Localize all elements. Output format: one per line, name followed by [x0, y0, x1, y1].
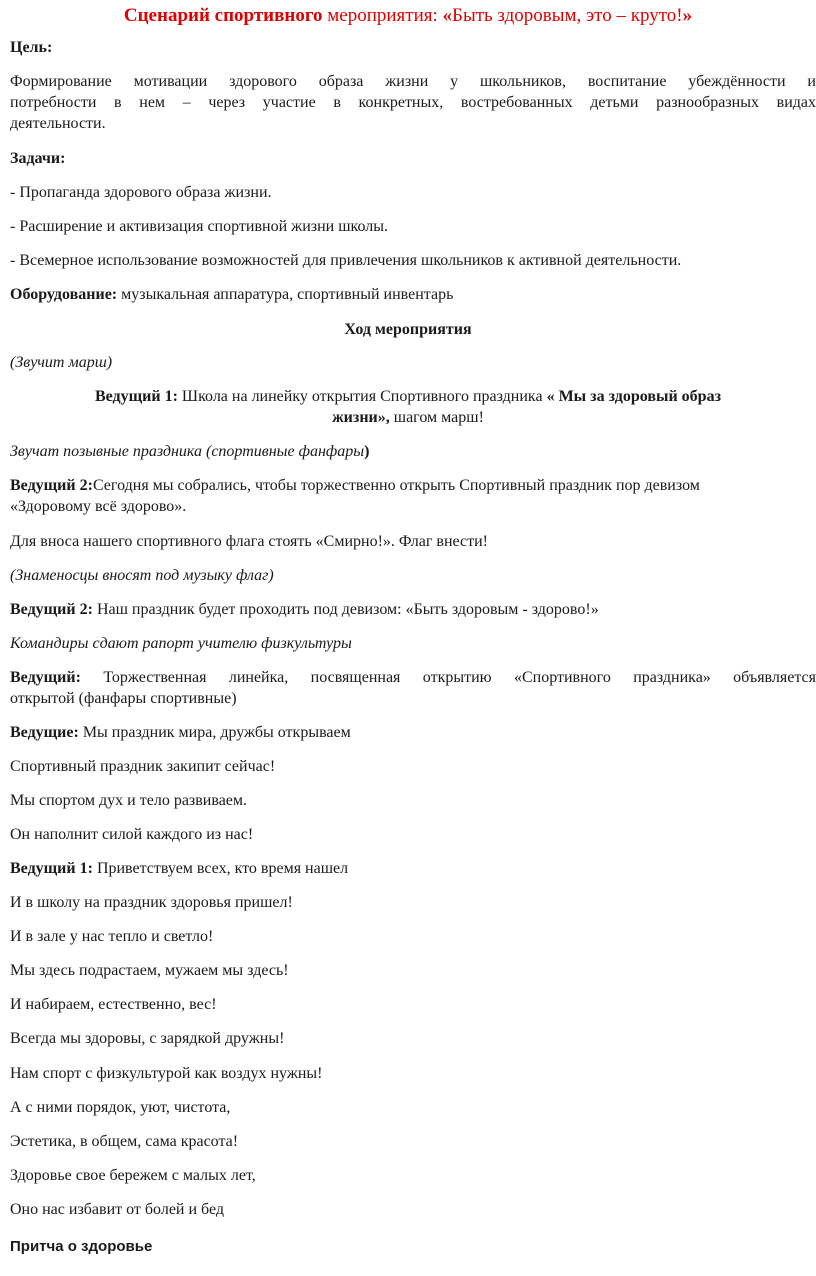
host2-line-2: «Здоровому всё здорово».: [10, 498, 187, 515]
poem-line: Спортивный праздник закипит сейчас!: [10, 758, 276, 775]
stage-direction: (Знаменосцы вносят под музыку флаг): [10, 567, 274, 584]
stage-direction: (Звучит марш): [10, 354, 113, 371]
task-item: - Расширение и активизация спортивной жизни школы.: [10, 218, 388, 235]
host2-text: Сегодня мы собрались, чтобы торжественно открыть Спортивный праздник пор девизом: [92, 477, 700, 494]
host2-line-1: [10, 476, 816, 496]
tasks-label: Задачи:: [10, 150, 66, 167]
poem-line: И в зале у нас тепло и светло!: [10, 928, 214, 945]
poem-line: Оно нас избавит от болей и бед: [10, 1201, 224, 1218]
host2-motto-text: Наш праздник будет проходить под девизом: «Быть здоровым - здорово!»: [92, 601, 599, 618]
title-quote-open: «: [442, 5, 453, 26]
flag-line: Для вноса нашего спортивного флага стоять «Смирно!». Флаг внести!: [10, 533, 488, 550]
section-heading: Ход мероприятия: [344, 321, 472, 338]
equipment-text: музыкальная аппаратура, спортивный инвентарь: [117, 286, 454, 303]
host-label: Ведущий 2:: [10, 477, 93, 494]
host1-text: Школа на линейку открытия Спортивного праздника: [177, 388, 547, 405]
stage2-close: ): [364, 443, 370, 460]
host1-bold-part: « Мы за здоровый образ: [546, 388, 721, 405]
host1-poem-first-text: Приветствуем всех, кто время нашел: [92, 860, 349, 877]
poem-line: Всегда мы здоровы, с зарядкой дружны!: [10, 1030, 285, 1047]
host1-bold-part-2: жизни»,: [332, 409, 390, 426]
goal-text-line-2: потребности в нем – через участие в конкретных, востребованных детьми разнообразных видах: [10, 94, 816, 111]
host-label: Ведущий 1:: [10, 860, 93, 877]
equipment-line: [10, 285, 816, 305]
poem-line: Мы здесь подрастаем, мужаем мы здесь!: [10, 962, 289, 979]
goal-text-line-3: деятельности.: [10, 115, 106, 132]
host1-line-2: [0, 408, 816, 428]
poem-line: Эстетика, в общем, сама красота!: [10, 1133, 239, 1150]
poem-line: Он наполнит силой каждого из нас!: [10, 826, 254, 843]
hosts-poem-first-text: Мы праздник мира, дружбы открываем: [78, 724, 351, 741]
host1-line-1: [0, 387, 816, 407]
host1-text-2: шагом марш!: [389, 409, 484, 426]
host-label: Ведущий 1:: [94, 388, 178, 405]
task-item: - Всемерное использование возможностей для привлечения школьников к активной деятельности.: [10, 252, 682, 269]
host-open-line-2: открытой (фанфары спортивные): [10, 690, 237, 707]
parable-heading: Притча о здоровье: [10, 1238, 153, 1255]
title-rest: мероприятия:: [322, 5, 443, 26]
goal-text-line-1: Формирование мотивации здорового образа жизни у школьников, воспитание убеждённости и: [10, 73, 816, 90]
poem-line: И набираем, естественно, вес!: [10, 996, 217, 1013]
document-title: [0, 4, 816, 28]
stage2-text: Звучат позывные праздника (спортивные фанфары: [10, 443, 365, 460]
host2-motto: [10, 600, 816, 620]
goal-label: Цель:: [10, 39, 53, 56]
task-item: - Пропаганда здорового образа жизни.: [10, 184, 272, 201]
host-open-line-1: [10, 668, 816, 688]
poem-line: Нам спорт с физкультурой как воздух нужны!: [10, 1065, 323, 1082]
title-bold: Сценарий спортивного: [123, 5, 323, 26]
poem-line: А с ними порядок, уют, чистота,: [10, 1099, 231, 1116]
host-label: Ведущие:: [10, 724, 79, 741]
stage-direction: Командиры сдают рапорт учителю физкультуры: [10, 635, 352, 652]
title-quote-close: »: [682, 5, 693, 26]
host1-poem-first: [10, 859, 816, 879]
host-label: Ведущий 2:: [10, 601, 93, 618]
poem-line: Здоровье свое бережем с малых лет,: [10, 1167, 256, 1184]
poem-line: И в школу на праздник здоровья пришел!: [10, 894, 293, 911]
poem-line: Мы спортом дух и тело развиваем.: [10, 792, 248, 809]
title-quote-text: Быть здоровым, это – круто!: [452, 5, 683, 26]
stage-direction: [10, 442, 816, 462]
hosts-poem-first: [10, 723, 816, 743]
host-label: Ведущий:: [10, 669, 81, 686]
equipment-label: Оборудование:: [10, 286, 118, 303]
host-open-text: Торжественная линейка, посвященная открытию «Спортивного праздника» объявляется: [80, 669, 816, 686]
